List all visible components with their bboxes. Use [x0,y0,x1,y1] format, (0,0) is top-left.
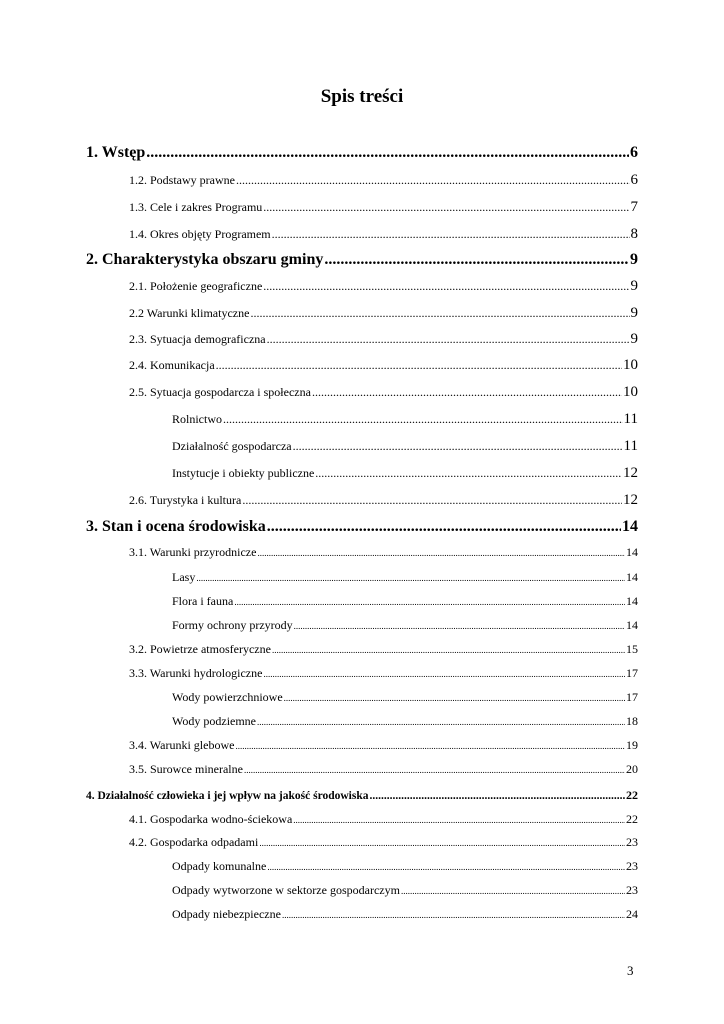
toc-entry-label: Działalność gospodarcza [172,439,292,453]
toc-leader-dots [324,251,629,269]
toc-leader-dots [235,738,625,753]
toc-leader-dots [293,812,625,827]
toc-entry-page: 9 [630,305,638,321]
toc-entry-page: 14 [626,618,638,632]
toc-entry-page: 9 [630,251,638,268]
toc-entry-page: 14 [622,518,638,535]
toc-entry-page: 11 [623,438,638,454]
toc-entry-page: 14 [626,594,638,608]
toc-leader-dots [267,332,630,347]
toc-entry-page: 6 [630,172,638,188]
toc-entry-page: 22 [626,812,638,826]
toc-leader-dots [216,358,622,373]
toc-entry-label: 4. Działalność człowieka i jej wpływ na jakość środowiska [86,790,369,802]
toc-entry-label: 2.5. Sytuacja gospodarcza i społeczna [129,385,311,399]
toc-entry-page: 23 [626,859,638,873]
toc-entry-page: 20 [626,762,638,776]
toc-leader-dots [272,227,630,242]
toc-entry-subsection-odpady-komunalne[interactable] [172,859,638,874]
toc-entry-label: 4.2. Gospodarka odpadami [129,835,259,849]
page-number: 3 [627,963,634,978]
toc-entry-label: 2.1. Położenie geograficzne [129,279,263,293]
toc-entry-section-2-2[interactable] [129,305,638,322]
toc-entry-label: 2.6. Turystyka i kultura [129,493,242,507]
toc-entry-section-4-1[interactable] [129,812,638,827]
toc-leader-dots [284,690,625,705]
toc-entry-section-2-4[interactable] [129,357,638,374]
toc-entry-section-3-4[interactable] [129,738,638,753]
toc-entry-label: Wody podziemne [172,714,257,728]
toc-entry-label: Odpady niebezpieczne [172,907,281,921]
toc-entry-page: 9 [630,278,638,294]
toc-entry-label: 1.3. Cele i zakres Programu [129,200,263,214]
toc-entry-label: 2.3. Sytuacja demograficzna [129,332,266,346]
toc-entry-label: 1.2. Podstawy prawne [129,173,235,187]
toc-entry-label: Odpady komunalne [172,859,267,873]
toc-entry-page: 18 [626,714,638,728]
toc-entry-label: Rolnictwo [172,412,222,426]
toc-leader-dots [263,279,629,294]
toc-entry-page: 17 [626,690,638,704]
toc-entry-page: 14 [626,545,638,559]
toc-entry-label: Instytucje i obiekty publiczne [172,466,315,480]
toc-entry-page: 6 [630,144,638,161]
toc-entry-page: 19 [626,738,638,752]
toc-leader-dots [257,714,625,729]
toc-entry-section-2-3[interactable] [129,331,638,348]
toc-leader-dots [272,642,625,657]
toc-entry-page: 15 [626,642,638,656]
toc-entry-label: 3. Stan i ocena środowiska [86,518,266,535]
toc-entry-subsection-instytucje[interactable] [172,465,638,482]
toc-entry-chapter-2[interactable] [86,251,638,269]
toc-entry-page: 14 [626,570,638,584]
toc-entry-subsection-odpady-niebezpieczne[interactable] [172,907,638,922]
toc-entry-subsection-lasy[interactable] [172,570,638,585]
toc-entry-page: 9 [630,331,638,347]
toc-entry-label: 3.4. Warunki glebowe [129,738,235,752]
toc-entry-label: 1. Wstęp [86,144,146,161]
toc-entry-subsection-formy-ochrony[interactable] [172,618,638,633]
toc-entry-section-1-4[interactable] [129,226,638,243]
toc-entry-label: Flora i fauna [172,594,234,608]
toc-entry-page: 22 [626,788,638,802]
toc-leader-dots [293,439,623,454]
toc-entry-subsection-rolnictwo[interactable] [172,411,638,428]
toc-entry-label: Formy ochrony przyrody [172,618,293,632]
toc-entry-label: Lasy [172,570,196,584]
toc-entry-label: 2. Charakterystyka obszaru gminy [86,251,324,268]
toc-leader-dots [250,306,629,321]
toc-leader-dots [315,466,622,481]
page-title: Spis treści [320,86,404,107]
toc-entry-label: Odpady wytworzone w sektorze gospodarczym [172,883,400,897]
toc-entry-page: 10 [623,357,638,373]
toc-entry-section-1-2[interactable] [129,172,638,189]
toc-leader-dots [401,883,625,898]
toc-entry-section-2-6[interactable] [129,492,638,509]
toc-leader-dots [370,790,626,802]
toc-leader-dots [146,144,629,162]
toc-entry-section-2-1[interactable] [129,278,638,295]
toc-entry-page: 23 [626,835,638,849]
toc-leader-dots [242,493,622,508]
toc-entry-label: 3.1. Warunki przyrodnicze [129,545,257,559]
toc-entry-page: 17 [626,666,638,680]
toc-leader-dots [257,545,625,560]
toc-leader-dots [236,173,630,188]
toc-entry-chapter-4[interactable] [86,788,638,803]
toc-entry-page: 24 [626,907,638,921]
toc-leader-dots [196,570,625,585]
toc-entry-subsection-dzialalnosc-gospodarcza[interactable] [172,438,638,455]
toc-entry-page: 12 [623,465,638,481]
toc-entry-subsection-odpady-sektor[interactable] [172,883,638,898]
toc-leader-dots [294,618,625,633]
toc-leader-dots [234,594,625,609]
toc-entry-section-3-1[interactable] [129,545,638,560]
toc-entry-label: 4.1. Gospodarka wodno-ściekowa [129,812,293,826]
toc-entry-page: 23 [626,883,638,897]
toc-entry-label: Wody powierzchniowe [172,690,283,704]
toc-entry-label: 3.3. Warunki hydrologiczne [129,666,263,680]
toc-entry-section-4-2[interactable] [129,835,638,850]
toc-leader-dots [267,859,625,874]
toc-entry-page: 8 [630,226,638,242]
toc-entry-label: 1.4. Okres objęty Programem [129,227,271,241]
toc-entry-label: 3.5. Surowce mineralne [129,762,243,776]
toc-leader-dots [263,200,629,215]
toc-leader-dots [312,385,622,400]
toc-entry-section-3-2[interactable] [129,642,638,657]
toc-entry-page: 10 [623,384,638,400]
toc-leader-dots [223,412,623,427]
toc-entry-chapter-3[interactable] [86,518,638,536]
toc-entry-page: 7 [630,199,638,215]
toc-entry-label: 2.4. Komunikacja [129,358,215,372]
toc-entry-subsection-wody-podziemne[interactable] [172,714,638,729]
toc-entry-chapter-1[interactable] [86,144,638,162]
toc-entry-page: 12 [623,492,638,508]
toc-entry-section-1-3[interactable] [129,199,638,216]
toc-leader-dots [244,762,625,777]
toc-entry-label: 2.2 Warunki klimatyczne [129,306,250,320]
toc-entry-label: 3.2. Powietrze atmosferyczne [129,642,271,656]
toc-entry-subsection-flora-fauna[interactable] [172,594,638,609]
toc-entry-section-2-5[interactable] [129,384,638,401]
toc-entry-section-3-5[interactable] [129,762,638,777]
toc-leader-dots [282,907,625,922]
toc-entry-page: 11 [623,411,638,427]
toc-leader-dots [259,835,625,850]
toc-leader-dots [267,518,621,536]
toc-entry-subsection-wody-powierzchniowe[interactable] [172,690,638,705]
toc-entry-section-3-3[interactable] [129,666,638,681]
toc-leader-dots [263,666,625,681]
